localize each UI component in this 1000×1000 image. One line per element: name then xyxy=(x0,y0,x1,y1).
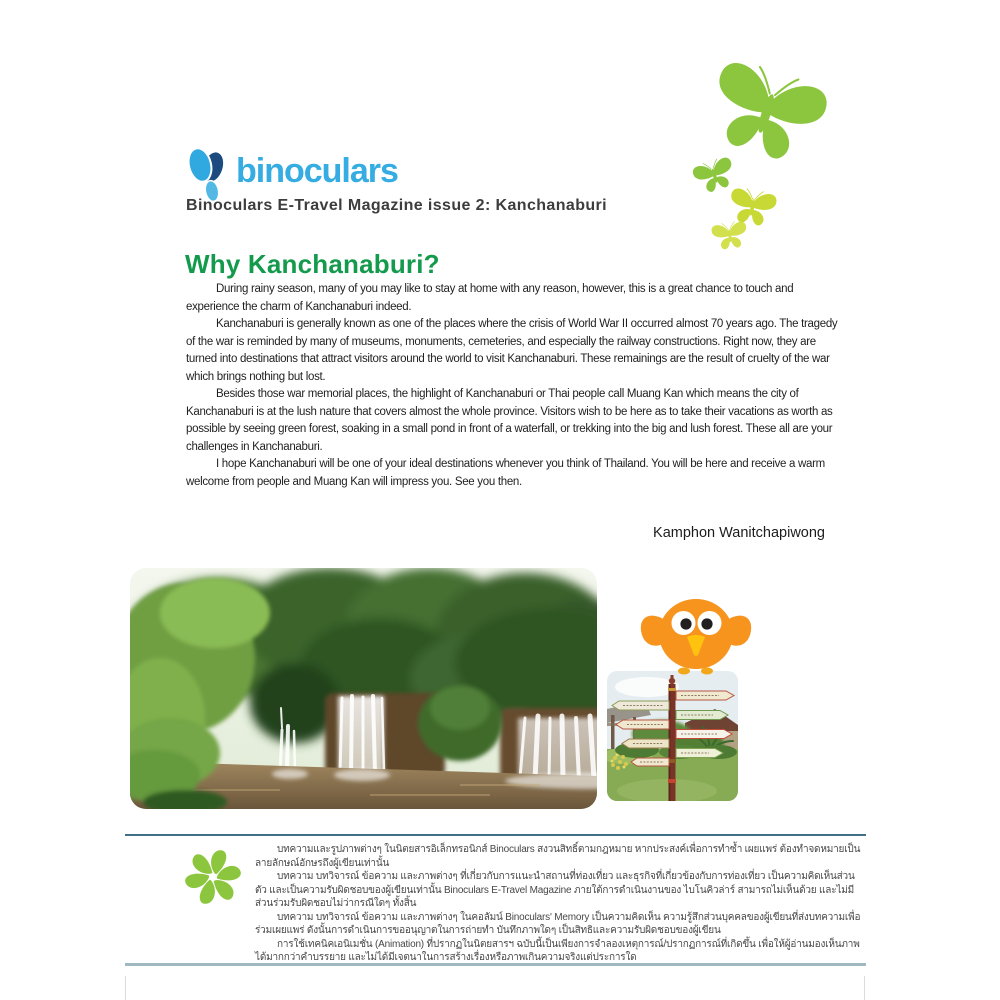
article-paragraph-3: Besides those war memorial places, the highlight of Kanchanaburi or Thai people call Muang Kan which means the city of Kanchanaburi is at the lush nature that covers almost the whole province. Visitors wish to be here as to take their vacations as worth as possible by seeing green forest, soaking in a small pond in front of a waterfall, or trekking into the big and lush forest. These all are your challenges in Kanchanaburi. xyxy=(186,388,833,453)
signpost-pole xyxy=(668,675,676,801)
binoculars-logo xyxy=(186,146,398,204)
footer-paragraph-4: การใช้เทคนิคเอนิเมชั่น (Animation) ที่ปรากฏในนิตยสารฯ ฉบับนี้เป็นเพียงการจำลองเหตุการณ์/ปรากฏการณ์ที่เกิดขึ้น เพื่อให้ผู้อ่านมองเห็นภาพได้มากกว่าคำบรรยาย และไม่ได้มีเจตนาในการสร้างเรื่องหรือภาพเกินความจริงแต่ประการใด xyxy=(255,938,860,963)
magazine-subtitle: Binoculars E-Travel Magazine issue 2: Kanchanaburi xyxy=(186,197,608,214)
footer-paragraph-1: บทความและรูปภาพต่างๆ ในนิตยสารอิเล็กทรอนิกส์ Binoculars สงวนสิทธิ์ตามกฎหมาย หากประสงค์เพื่อการทำซ้ำ เผยแพร่ ต้องทำจดหมายเป็นลายลักษณ์อักษรถึงผู้เขียนเท่านั้น xyxy=(255,844,861,869)
butterflies-icon xyxy=(660,25,860,255)
green-flower-icon xyxy=(182,846,244,908)
binoculars-lenses-icon xyxy=(186,146,232,204)
article-paragraph-2: Kanchanaburi is generally known as one of the places where the crisis of World War II occurred almost 70 years ago. The tragedy of the war is reminded by many of museums, monuments, cemeteries, and especially the railway constructions. Right now, they are turned into destinations that attract visitors around the world to visit Kanchanaburi. These remainings are the result of cruelty of the war which brings nothing but lost. xyxy=(186,318,838,383)
waterfall-photo xyxy=(130,568,597,809)
signpost-photo xyxy=(607,671,738,801)
article-paragraph-4: I hope Kanchanaburi will be one of your ideal destinations whenever you think of Thailand. You will be here and receive a warm welcome from people and Muang Kan will impress you. See you then. xyxy=(186,458,825,488)
footer-divider-bottom xyxy=(125,963,866,966)
signpost-photo-image xyxy=(607,671,738,801)
waterfall-photo-image xyxy=(130,568,597,809)
author-byline: Kamphon Wanitchapiwong xyxy=(653,525,825,541)
butterfly-large xyxy=(701,56,832,169)
footer-divider-top xyxy=(125,834,866,836)
article-title: Why Kanchanaburi? xyxy=(185,249,440,279)
next-page-edge-right xyxy=(864,976,865,1000)
butterfly-small-green xyxy=(691,155,738,195)
owl-mascot-icon xyxy=(637,592,755,684)
logo-wordmark: binoculars xyxy=(236,152,398,190)
footer-paragraph-2: บทความ บทวิจารณ์ ข้อความ และภาพต่างๆ ที่เกี่ยวกับการแนะนำสถานที่ท่องเที่ยว และธุรกิจที่เกี่ยวข้องกับการท่องเที่ยว เป็นความคิดเห็นส่วนตัว และเป็นความรับผิดชอบของผู้เขียนเท่านั้น Binoculars E-Travel Magazine ภายใต้การดำเนินงานของ ไบโนคิวล่าร์ สามารถไม่เห็นด้วย และไม่มีส่วนร่วมรับผิดชอบไม่ว่ากรณีใดๆ ทั้งสิ้น xyxy=(255,871,855,909)
footer-disclaimer xyxy=(255,843,863,965)
article-paragraph-1: During rainy season, many of you may like to stay at home with any reason, however, this is a great chance to touch and experience the charm of Kanchanaburi indeed. xyxy=(186,283,794,313)
next-page-edge-left xyxy=(125,976,126,1000)
butterfly-tiny-lime xyxy=(711,220,749,251)
footer-paragraph-3: บทความ บทวิจารณ์ ข้อความ และภาพต่างๆ ในคอลัมน์ Binoculars' Memory เป็นความคิดเห็น ความรู้สึกส่วนบุคคลของผู้เขียนที่ส่งบทความเพื่อร่วมเผยแพร่ ดังนั้นการดำเนินการขออนุญาตในการถ่ายทำ บันทึกภาพใดๆ เป็นสิทธิและความรับผิดชอบของผู้เขียน xyxy=(255,911,861,936)
article-body xyxy=(186,281,840,491)
